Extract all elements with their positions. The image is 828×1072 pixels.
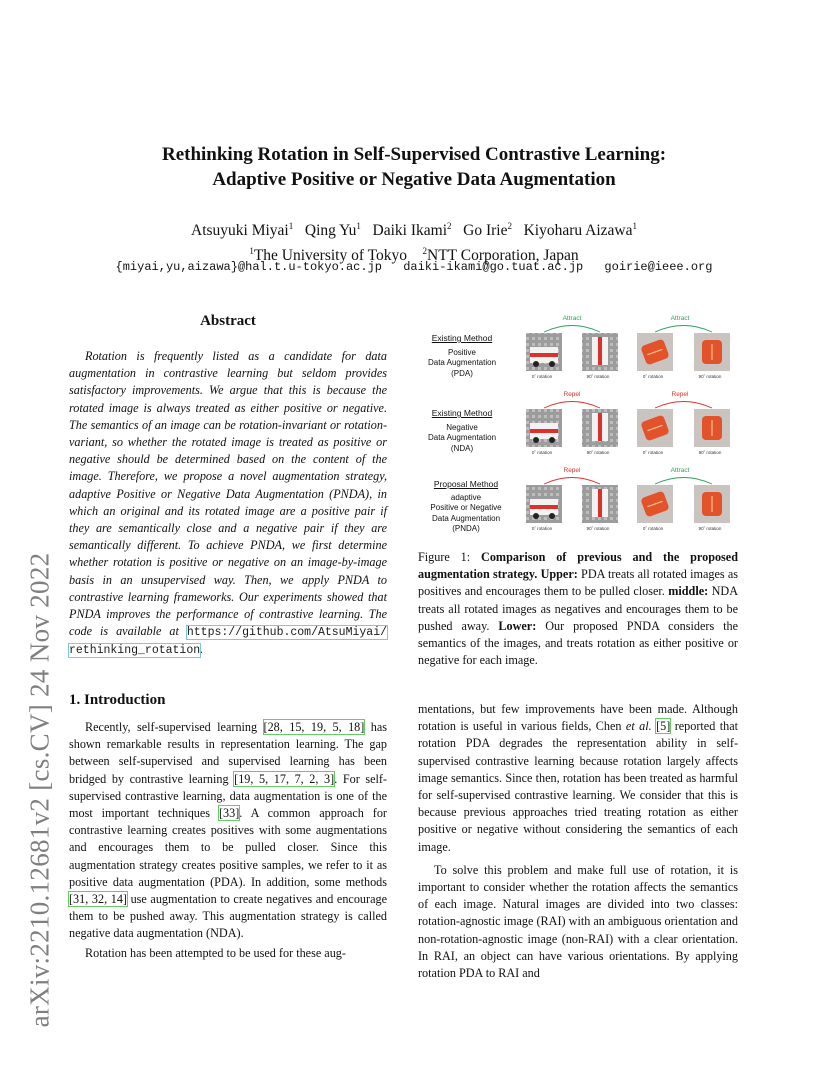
row-label-nda (422, 408, 502, 454)
email: goirie@ieee.org (604, 260, 713, 274)
abstract-end: . (200, 642, 204, 657)
email-list (90, 260, 738, 274)
citation-link[interactable]: [28, 15, 19, 5, 18] (263, 720, 365, 734)
row-line: Negative (446, 422, 478, 432)
rotation-label: 90˚ rotation (586, 374, 610, 379)
relation-arc (655, 402, 712, 409)
caption-text: NDA treats all rotated images as negatives and encourages them to be pushed away. (418, 584, 738, 633)
relation-arc (544, 402, 600, 409)
author-list (100, 216, 728, 241)
title-line-2: Adaptive Positive or Negative Data Augmentation (212, 169, 616, 190)
pillow-thumbnail (637, 333, 673, 371)
rotation-label: 90˚ rotation (586, 526, 610, 531)
text-run: et al. (625, 719, 652, 734)
text-run: has shown remarkable results in representation learning. The gap between self-supervised and supervised learning has been bridged by contrastive learning (69, 720, 387, 786)
author-name: Daiki Ikami (372, 222, 447, 240)
row-line: Positive or Negative (430, 503, 502, 512)
caption-bold: Comparison of previous and the proposed augmentation strategy. Upper: (418, 550, 738, 582)
relation-label: Repel (563, 391, 581, 398)
relation-arc (655, 326, 712, 333)
author-name: Kiyoharu Aizawa (523, 222, 633, 240)
paper-title (100, 142, 728, 192)
row-heading: Proposal Method (433, 479, 499, 489)
caption-bold: Lower: (498, 618, 537, 633)
row-heading: Existing Method (431, 408, 493, 418)
relation-arc (544, 478, 600, 485)
caption-prefix: Figure 1: (418, 550, 482, 564)
ambulance-thumbnail (582, 485, 618, 523)
rotation-label: 0˚ rotation (642, 450, 664, 455)
rotation-label: 90˚ rotation (698, 450, 722, 455)
intro-paragraph: To solve this problem and make full use of rotation, it is important to consider whether the rotation affects the semantics of each image. Natural images are divided into two classes: rotation-agnostic image (RAI) with an ambiguous orientation and non-rotation-agnostic image (non-RAI) with a clear orientation. In RAI, an object can have various orientations. By applying rotation PDA to RAI and (418, 862, 738, 981)
ambulance-thumbnail (582, 409, 618, 447)
relation-label: Attract (670, 467, 690, 474)
row-line: Positive (447, 347, 476, 357)
relation-arc (544, 326, 600, 333)
text-run: mentations, but few improvements have been made. Although rotation is useful in various fields, Chen (418, 702, 738, 734)
row-line: (PNDA) (452, 524, 480, 533)
row-line: (PDA) (451, 368, 473, 378)
author-affiliation-mark: 1 (288, 221, 294, 231)
relation-label: Repel (671, 391, 689, 398)
ambulance-thumbnail (526, 485, 562, 523)
code-link[interactable]: https://github.com/AtsuMiyai/ (186, 626, 387, 640)
abstract-text (69, 348, 387, 660)
relation-label: Repel (563, 467, 581, 474)
title-line-1: Rethinking Rotation in Self-Supervised Contrastive Learning: (161, 144, 667, 165)
abstract-heading: Abstract (200, 313, 256, 329)
row-line: adaptive (450, 492, 482, 502)
text-run: Recently, self-supervised learning (85, 720, 264, 734)
citation-link[interactable]: [5] (656, 719, 671, 734)
intro-right-column (418, 701, 738, 982)
text-run: use augmentation to create negatives and encourage them to be pushed away. This augmentation strategy is called negative data augmentation (NDA). (69, 892, 387, 941)
row-line: (NDA) (450, 443, 474, 453)
author-name: Go Irie (463, 222, 508, 240)
figure-1 (418, 313, 740, 538)
rotation-label: 0˚ rotation (531, 374, 553, 379)
row-line: Data Augmentation (431, 513, 501, 523)
rotation-label: 90˚ rotation (698, 526, 722, 531)
rotation-label: 0˚ rotation (531, 450, 553, 455)
caption-text: PDA treats all rotated images as positives and encourages them to be pulled closer. (418, 567, 738, 599)
author-affiliation-mark: 2 (447, 221, 452, 231)
row-label-pnda (422, 479, 510, 535)
intro-paragraph (69, 719, 387, 943)
code-link-cont[interactable]: rethinking_rotation (69, 644, 201, 658)
row-line: Data Augmentation (427, 433, 497, 442)
author-affiliation-mark: 1 (632, 221, 637, 231)
affiliation-name: The University of Tokyo (253, 247, 407, 265)
affiliation-name: NTT Corporation, Japan (427, 247, 579, 265)
pillow-thumbnail (694, 333, 730, 371)
row-line: Data Augmentation (427, 358, 497, 367)
author-block (100, 216, 728, 266)
author-name: Qing Yu (304, 222, 357, 240)
email: daiki-ikami@go.tuat.ac.jp (403, 260, 584, 274)
ambulance-thumbnail (582, 333, 618, 371)
intro-left-column (69, 719, 387, 962)
caption-bold: middle: (668, 584, 709, 599)
caption-text: Our proposed PNDA considers the semantics of the images, and treats rotation as either positive or negative for each image. (418, 618, 739, 668)
pillow-thumbnail (694, 409, 730, 447)
citation-link[interactable]: [31, 32, 14] (69, 892, 127, 907)
author-affiliation-mark: 2 (507, 221, 512, 231)
text-run: reported that rotation PDA degrades the representation ability in self-supervised contrastive learning because rotation largely affects image semantics. Since then, rotation has been treated as harmful for self-supervised contrastive learning. We consider that this is because previous approaches tried treating rotation as either positive or negative without considering the semantics of each image. (418, 719, 738, 854)
figure-caption (418, 549, 738, 669)
intro-paragraph (418, 701, 738, 856)
ambulance-thumbnail (526, 409, 562, 447)
email: {miyai,yu,aizawa}@hal.t.u-tokyo.ac.jp (115, 260, 382, 274)
rotation-label: 0˚ rotation (642, 526, 664, 531)
affiliation-mark: 2 (422, 246, 427, 257)
figure-rows (526, 326, 730, 524)
intro-paragraph: Rotation has been attempted to be used for these aug- (85, 945, 346, 960)
rotation-label: 0˚ rotation (531, 526, 553, 531)
citation-link[interactable]: [33] (218, 806, 240, 821)
rotation-label: 0˚ rotation (642, 374, 664, 379)
text-run: . For self-supervised contrastive learning, data augmentation is one of the most important techniques (69, 771, 387, 821)
row-label-pda (422, 333, 502, 379)
pillow-thumbnail (637, 485, 673, 523)
relation-label: Attract (562, 315, 582, 322)
row-heading: Existing Method (431, 333, 493, 343)
text-run: . A common approach for contrastive learning creates positives with some augmentations and encourages them to be pulled closer. Since this augmentation strategy creates positive samples, we refer to it as positive data augmentation (PDA). In addition, some methods (69, 806, 387, 889)
author-name: Atsuyuki Miyai (191, 222, 289, 240)
pillow-thumbnail (694, 485, 730, 523)
abstract-body: Rotation is frequently listed as a candidate for data augmentation in contrastive learning but seldom provides satisfactory improvements. We argue that this is because the rotated image is always treated as either positive or negative. The semantics of an image can be rotation-invariant or rotation-variant, so whether the rotated image is treated as positive or negative should be determined based on the content of the image. Therefore, we propose a novel augmentation strategy, adaptive Positive or Negative Data Augmentation (PNDA), in which an original and its rotated image are a positive pair if they are semantically close and a negative pair if they are semantically different. To achieve PNDA, we first determine whether rotation is positive or negative on an image-by-image basis in an unsupervised way. Then, we apply PNDA to contrastive learning frameworks. Our experiments showed that PNDA improves the performance of contrastive learning. The code is available at (69, 349, 387, 639)
author-affiliation-mark: 1 (356, 221, 361, 231)
citation-link[interactable]: [19, 5, 17, 7, 2, 3] (234, 771, 335, 786)
section-heading-introduction: 1. Introduction (69, 692, 166, 708)
arxiv-watermark (10, 270, 70, 1028)
affiliation-mark: 1 (249, 246, 254, 257)
pillow-thumbnail (637, 409, 673, 447)
arxiv-identifier: arXiv:2210.12681v2 [cs.CV] 24 Nov 2022 (24, 552, 55, 1028)
rotation-label: 90˚ rotation (586, 450, 610, 455)
rotation-label: 90˚ rotation (698, 374, 722, 379)
relation-label: Attract (670, 315, 690, 322)
ambulance-thumbnail (526, 333, 562, 371)
relation-arc (655, 478, 712, 485)
